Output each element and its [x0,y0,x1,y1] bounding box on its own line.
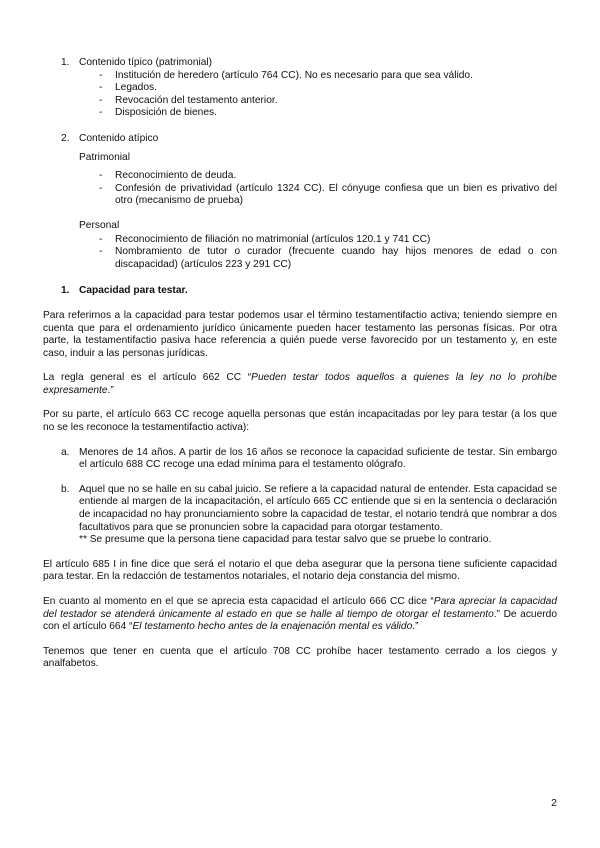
page-number: 2 [551,797,557,809]
list-item: - Reconocimiento de deuda. [99,170,237,182]
patrimonial-label: Patrimonial [79,151,130,163]
alpha-marker: a. [61,446,70,458]
paragraph-ciegos: Tenemos que tener en cuenta que el artículo 708 CC prohíbe hacer testamento cerrado a los ciegos y analfabetos. [43,645,557,670]
quote: Para apreciar la capacidad del testador se atenderá únicamente al estado en que se halle al tiempo de otorgar el testamento [43,596,557,620]
paragraph-regla-general: La regla general es el artículo 662 CC “Pueden testar todos aquellos a quienes la ley no lo prohíbe expresamente.” [43,372,557,396]
paragraph-incapacitados: Por su parte, el artículo 663 CC recoge aquella personas que están incapacitadas por ley para testar (a los que no se les reconoce la testamentifactio activa): [43,409,557,434]
list-item-contenido-tipico [43,57,557,70]
list-item: - Reconocimiento de filiación no matrimonial (artículos 120.1 y 741 CC) [99,233,431,245]
list-item: - Revocación del testamento anterior. [99,94,278,106]
list-item: - Legados. [99,82,157,94]
dash-list-tipico [43,70,557,120]
list-item-contenido-atipico [43,133,557,146]
paragraph-momento: En cuanto al momento en el que se aprecia esta capacidad el artículo 666 CC dice “Para apreciar la capacidad del testador se atenderá únicamente al estado en que se halle al tiempo de otorgar el testamento.” De acuerdo con el artículo 664 “El testamento hecho antes de la enajenación mental es válido.” [43,596,557,633]
dash-list-personal [43,234,557,272]
list-title: Contenido típico (patrimonial) [79,57,213,68]
list-title: Contenido atípico [79,132,159,144]
section-heading: 1. Capacidad para testar. [61,285,188,297]
document-page [43,57,557,671]
quote: Pueden testar todos aquellos a quienes la ley no lo prohíbe expresamente [43,372,557,396]
section-title: Capacidad para testar. [79,285,188,297]
list-number: 1. [61,57,70,68]
alpha-item-menores: a. Menores de 14 años. A partir de los 16 años se reconoce la capacidad suficiente de testar. Sin embargo el artículo 688 CC recoge una edad mínima para el testamento ológrafo. [61,446,557,471]
quote: El testamento hecho antes de la enajenación mental es válido [132,621,413,633]
list-item: - Disposición de bienes. [99,107,217,119]
paragraph-notario: El artículo 685 I in fine dice que será el notario el que deba asegurar que la persona tiene suficiente capacidad para testar. En la redacción de testamentos notariales, el notario deja constancia del mismo. [43,558,557,583]
personal-label: Personal [79,219,120,231]
list-number: 2. [61,132,70,144]
paragraph-testamentifactio: Para referirnos a la capacidad para testar podemos usar el término testamentifactio activa; teniendo siempre en cuenta que para el ordenamiento jurídico únicamente pueden hacer testamento las personas físicas. Por otra parte, la testamentifactio pasiva hace referencia a quién puede verse favorecido por un testamento y, en este caso, induir a las personas jurídicas. [43,309,557,359]
note: ** Se presume que la persona tiene capacidad para testar salvo que se pruebe lo contrario. [79,534,492,546]
list-item: - Confesión de privatividad (artículo 1324 CC). El cónyuge confiesa que un bien es privativo del otro (mecanismo de prueba) [99,182,557,207]
list-item: - Nombramiento de tutor o curador (frecuente cuando hay hijos menores de edad o con discapacidad) (artículos 223 y 291 CC) [99,246,557,270]
list-item: - Institución de heredero (artículo 764 CC). No es necesario para que sea válido. [99,69,473,81]
alpha-marker: b. [61,483,70,495]
dash-list-patrimonial [43,170,557,208]
alpha-item-juicio: b. Aquel que no se halle en su cabal juicio. Se refiere a la capacidad natural de entender. Esta capacidad se entiende al margen de la incapacitación, el artículo 665 CC entiende que si en la sentencia o declaración de incapacidad no hay pronunciamiento sobre la capacidad de testar, el notario tendrá que nombrar a dos facultativos para que se pronuncien sobre la capacidad para otorgar testamento. ** Se presume que la persona tiene capacidad para testar salvo que se pruebe lo contrario. [61,483,557,546]
